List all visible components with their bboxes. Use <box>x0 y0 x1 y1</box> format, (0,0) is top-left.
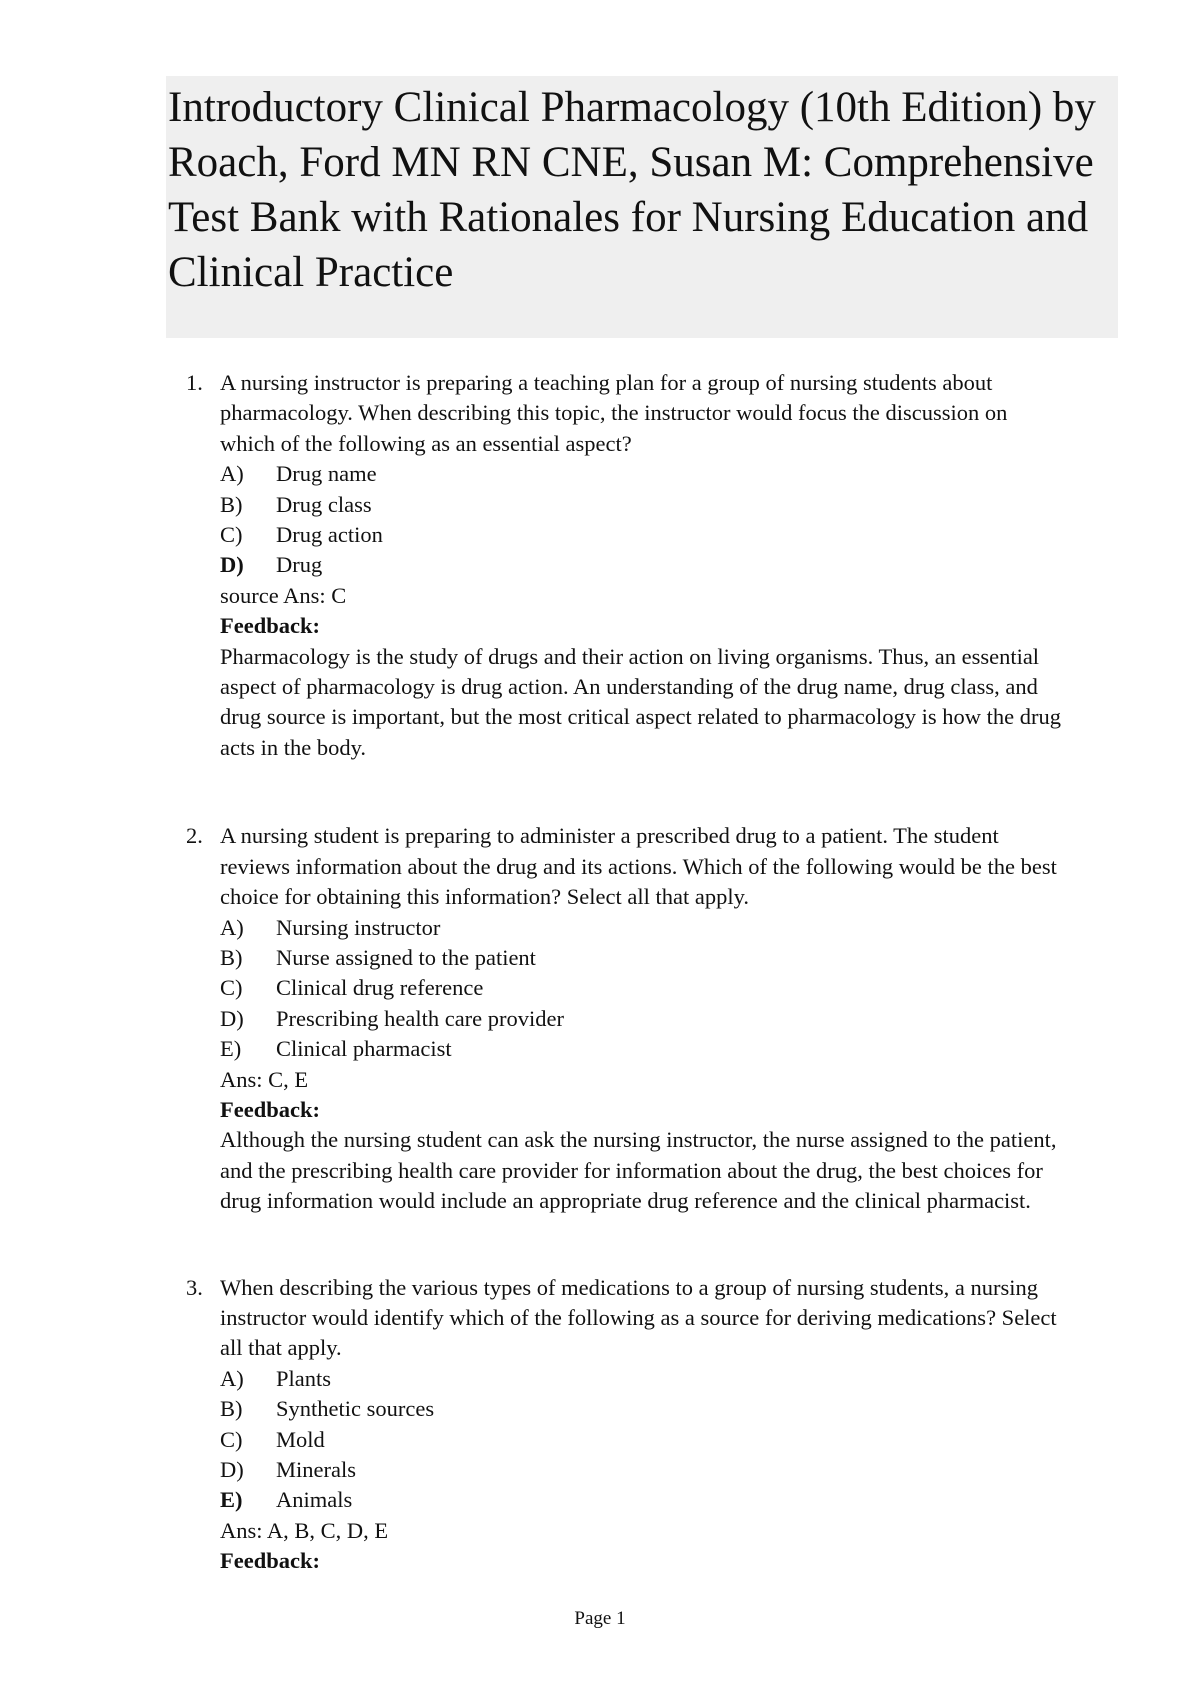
feedback-label: Feedback: <box>220 1548 320 1574</box>
feedback-label: Feedback: <box>220 613 320 639</box>
option-letter: C) <box>220 975 243 1001</box>
option-letter: B) <box>220 944 243 970</box>
option-text: Mold <box>276 1426 325 1452</box>
question-number: 3. <box>186 1274 203 1300</box>
question-list <box>186 368 1066 1577</box>
option-letter: C) <box>220 522 243 548</box>
option-letter: A) <box>220 914 244 940</box>
answer-line: Ans: A, B, C, D, E <box>220 1517 389 1543</box>
document-title: Introductory Clinical Pharmacology (10th Edition) by Roach, Ford MN RN CNE, Susan M: Comprehensive Test Bank with Rationales for Nursing Education and Clinical Practice <box>168 84 1096 296</box>
question-2 <box>186 821 1066 1216</box>
option-text: Drug action <box>276 522 383 548</box>
option-a <box>220 913 1066 943</box>
option-e <box>220 1034 1066 1064</box>
option-text: Animals <box>276 1487 353 1513</box>
option-d <box>220 1004 1066 1034</box>
option-a <box>220 1364 1066 1394</box>
option-letter: D) <box>220 1005 244 1031</box>
option-letter: D) <box>220 552 244 578</box>
feedback-text: Although the nursing student can ask the nursing instructor, the nurse assigned to the patient, and the prescribing health care provider for information about the drug, the best choices for drug information would include an appropriate drug reference and the clinical pharmacist. <box>220 1127 1057 1214</box>
option-d <box>220 550 1066 580</box>
option-text: Drug <box>276 552 323 578</box>
option-letter: E) <box>220 1487 243 1513</box>
option-letter: D) <box>220 1457 244 1482</box>
option-letter: C) <box>220 1426 243 1452</box>
option-c <box>220 973 1066 1003</box>
question-stem: A nursing student is preparing to administer a prescribed drug to a patient. The student reviews information about the drug and its actions. Which of the following would be the best choice for obtaining this information? Select all that apply. <box>220 823 1057 910</box>
option-c <box>220 1425 1066 1455</box>
option-letter: E) <box>220 1036 242 1062</box>
question-3 <box>186 1273 1066 1577</box>
option-b <box>220 490 1066 520</box>
question-1 <box>186 368 1066 763</box>
option-text: Prescribing health care provider <box>276 1005 565 1031</box>
answer-line: source Ans: C <box>220 582 347 608</box>
question-number: 2. <box>186 823 203 849</box>
option-e <box>220 1485 1066 1515</box>
option-text: Nursing instructor <box>276 914 441 940</box>
option-c <box>220 520 1066 550</box>
feedback-text: Pharmacology is the study of drugs and their action on living organisms. Thus, an essential aspect of pharmacology is drug action. An understanding of the drug name, drug class, and drug source is important, but the most critical aspect related to pharmacology is how the drug acts in the body. <box>220 643 1062 760</box>
option-b <box>220 1394 1066 1424</box>
option-text: Synthetic sources <box>276 1396 435 1422</box>
question-number: 1. <box>186 370 203 395</box>
option-text: Plants <box>276 1365 332 1391</box>
option-letter: A) <box>220 461 244 487</box>
option-letter: B) <box>220 1396 243 1422</box>
option-letter: A) <box>220 1365 244 1391</box>
option-text: Drug name <box>276 461 377 487</box>
option-letter: B) <box>220 491 243 517</box>
title-box <box>166 76 1118 338</box>
answer-line: Ans: C, E <box>220 1066 309 1092</box>
option-text: Nurse assigned to the patient <box>276 944 536 970</box>
option-a <box>220 459 1066 489</box>
option-b <box>220 943 1066 973</box>
question-stem: When describing the various types of medications to a group of nursing students, a nursing instructor would identify which of the following as a source for deriving medications? Select all that apply. <box>220 1274 1057 1361</box>
feedback-label: Feedback: <box>220 1096 320 1122</box>
option-d <box>220 1455 1066 1485</box>
option-text: Minerals <box>276 1457 356 1482</box>
question-stem: A nursing instructor is preparing a teaching plan for a group of nursing students about pharmacology. When describing this topic, the instructor would focus the discussion on which of the following as an essential aspect? <box>220 370 1008 456</box>
page-footer: Page 1 <box>574 1608 626 1629</box>
option-text: Drug class <box>276 491 372 517</box>
option-text: Clinical pharmacist <box>276 1036 452 1062</box>
option-text: Clinical drug reference <box>276 975 484 1001</box>
